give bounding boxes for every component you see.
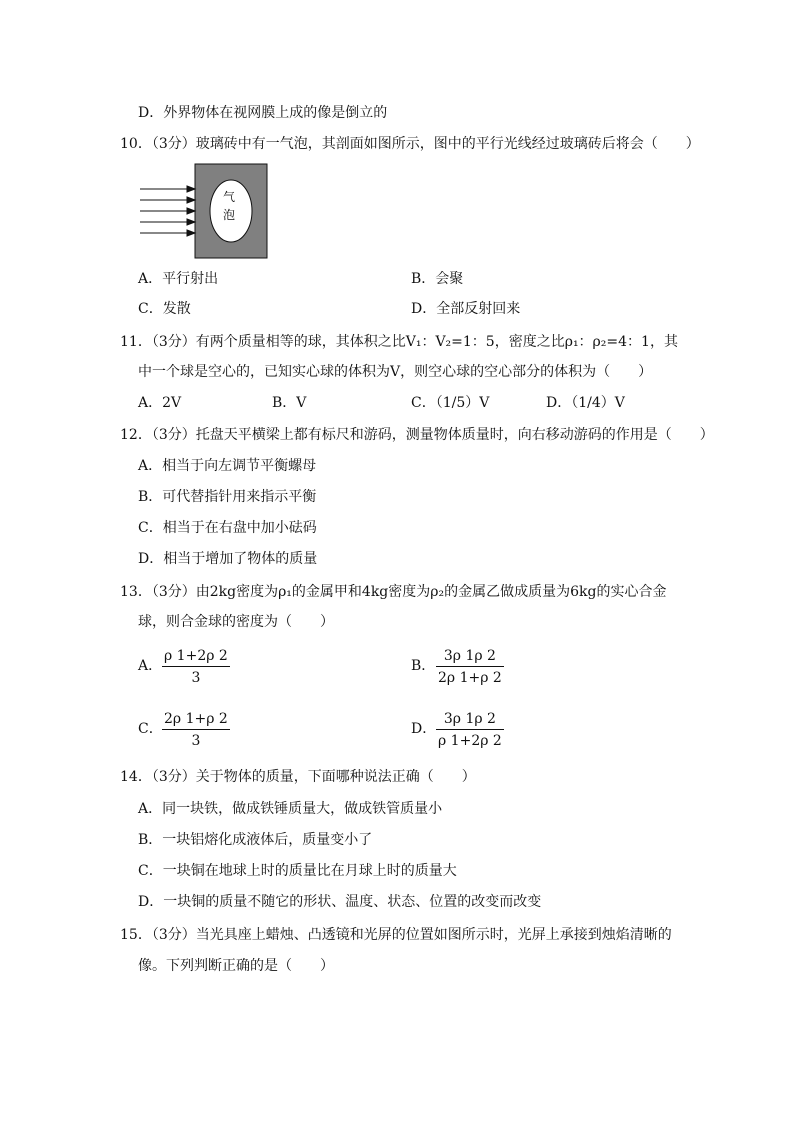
fraction-numerator: ρ 1+2ρ 2 bbox=[164, 648, 228, 664]
q13-option-c-label: C． bbox=[138, 721, 163, 737]
q11-option-d: D．（1/4）V bbox=[546, 395, 625, 411]
q15-stem-line1: 15．（3分）当光具座上蜡烛、凸透镜和光屏的位置如图所示时，光屏上承接到烛焰清晰的 bbox=[120, 927, 672, 943]
q12-option-c: C．相当于在右盘中加小砝码 bbox=[138, 520, 317, 536]
glass-brick-diagram bbox=[140, 163, 270, 259]
q11-option-a: A．2V bbox=[138, 395, 182, 411]
bubble-label-1: 气 bbox=[223, 190, 236, 204]
fraction-denominator: 3 bbox=[191, 733, 201, 749]
q13-option-a-fraction bbox=[162, 647, 230, 687]
fraction-bar bbox=[436, 666, 504, 667]
fraction-numerator: 3ρ 1ρ 2 bbox=[443, 711, 496, 727]
fraction-bar bbox=[162, 729, 230, 730]
fraction-numerator: 3ρ 1ρ 2 bbox=[443, 648, 496, 664]
q12-option-a: A．相当于向左调节平衡螺母 bbox=[138, 458, 317, 474]
fraction-denominator: 3 bbox=[191, 670, 201, 686]
q10-stem: 10．（3分）玻璃砖中有一气泡，其剖面如图所示，图中的平行光线经过玻璃砖后将会（ ） bbox=[120, 136, 700, 152]
q13-option-b-fraction bbox=[436, 647, 504, 687]
fraction-denominator: ρ 1+2ρ 2 bbox=[438, 733, 502, 749]
q11-option-b: B．V bbox=[272, 395, 307, 411]
q13-option-a-label: A． bbox=[138, 658, 163, 674]
parallel-light-rays bbox=[140, 186, 195, 236]
q11-stem-line2: 中一个球是空心的，已知实心球的体积为V，则空心球的空心部分的体积为（ ） bbox=[138, 364, 653, 380]
q15-stem-line2: 像。下列判断正确的是（ ） bbox=[138, 958, 334, 974]
bubble-label-2: 泡 bbox=[223, 208, 236, 222]
fraction-numerator: 2ρ 1+ρ 2 bbox=[164, 711, 228, 727]
q13-option-d-label: D． bbox=[411, 721, 437, 737]
q14-option-a: A．同一块铁，做成铁锤质量大，做成铁管质量小 bbox=[138, 801, 443, 817]
fraction-denominator: 2ρ 1+ρ 2 bbox=[438, 670, 502, 686]
q12-stem: 12．（3分）托盘天平横梁上都有标尺和游码，测量物体质量时，向右移动游码的作用是（ ） bbox=[120, 427, 714, 443]
q11-option-c: C．（1/5）V bbox=[411, 395, 490, 411]
q13-option-b-label: B． bbox=[411, 658, 436, 674]
q14-stem: 14．（3分）关于物体的质量，下面哪种说法正确（ ） bbox=[120, 769, 476, 785]
q13-option-c-fraction bbox=[162, 710, 230, 750]
q14-option-b: B．一块铝熔化成液体后，质量变小了 bbox=[138, 832, 373, 848]
q14-option-c: C．一块铜在地球上时的质量比在月球上时的质量大 bbox=[138, 863, 457, 879]
q10-option-c: C．发散 bbox=[138, 301, 191, 317]
q12-option-d: D．相当于增加了物体的质量 bbox=[138, 551, 318, 567]
q10-figure bbox=[140, 163, 270, 259]
fraction-bar bbox=[162, 666, 230, 667]
q13-option-d-fraction bbox=[436, 710, 504, 750]
q10-option-a: A．平行射出 bbox=[138, 271, 219, 287]
q13-stem-line2: 球，则合金球的密度为（ ） bbox=[138, 614, 334, 630]
q10-option-b: B．会聚 bbox=[411, 271, 464, 287]
q12-option-b: B．可代替指针用来指示平衡 bbox=[138, 489, 317, 505]
fraction-bar bbox=[436, 729, 504, 730]
q11-stem-line1: 11．（3分）有两个质量相等的球，其体积之比V₁：V₂=1：5，密度之比ρ₁：ρ₂=4：1，其 bbox=[120, 334, 678, 350]
q9-option-d: D．外界物体在视网膜上成的像是倒立的 bbox=[138, 105, 388, 121]
q10-option-d: D．全部反射回来 bbox=[411, 301, 521, 317]
q13-stem-line1: 13．（3分）由2kg密度为ρ₁的金属甲和4kg密度为ρ₂的金属乙做成质量为6kg的实心合金 bbox=[120, 584, 667, 600]
q14-option-d: D．一块铜的质量不随它的形状、温度、状态、位置的改变而改变 bbox=[138, 894, 542, 910]
